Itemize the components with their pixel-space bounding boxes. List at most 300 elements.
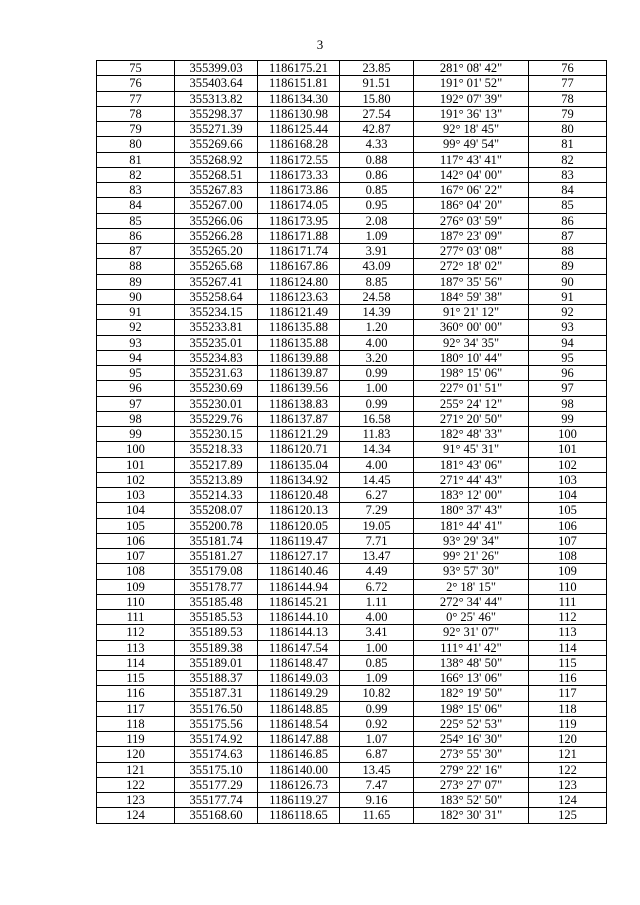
cell-next-point-number: 110: [529, 579, 607, 594]
table-row: [97, 213, 607, 228]
cell-coord-x: 355313.82: [175, 91, 258, 106]
cell-coord-x: 355234.83: [175, 350, 258, 365]
cell-coord-x: 355175.10: [175, 762, 258, 777]
cell-coord-y: 1186144.94: [258, 579, 340, 594]
cell-point-number: 87: [97, 244, 175, 259]
cell-distance: 3.91: [340, 244, 414, 259]
cell-coord-y: 1186135.88: [258, 320, 340, 335]
cell-next-point-number: 115: [529, 655, 607, 670]
table-row: [97, 793, 607, 808]
cell-coord-x: 355234.15: [175, 305, 258, 320]
cell-next-point-number: 122: [529, 762, 607, 777]
cell-point-number: 104: [97, 503, 175, 518]
cell-next-point-number: 86: [529, 213, 607, 228]
cell-next-point-number: 106: [529, 518, 607, 533]
table-row: [97, 488, 607, 503]
cell-distance: 6.72: [340, 579, 414, 594]
cell-next-point-number: 80: [529, 122, 607, 137]
cell-distance: 15.80: [340, 91, 414, 106]
cell-point-number: 101: [97, 457, 175, 472]
cell-point-number: 112: [97, 625, 175, 640]
cell-coord-x: 355230.15: [175, 427, 258, 442]
cell-next-point-number: 98: [529, 396, 607, 411]
cell-coord-y: 1186134.92: [258, 472, 340, 487]
table-row: [97, 122, 607, 137]
cell-coord-x: 355176.50: [175, 701, 258, 716]
cell-point-number: 95: [97, 366, 175, 381]
cell-distance: 1.09: [340, 228, 414, 243]
cell-coord-x: 355231.63: [175, 366, 258, 381]
cell-bearing: 138° 48' 50": [414, 655, 529, 670]
table-row: [97, 350, 607, 365]
cell-point-number: 98: [97, 411, 175, 426]
cell-coord-x: 355168.60: [175, 808, 258, 823]
table-row: [97, 244, 607, 259]
cell-next-point-number: 92: [529, 305, 607, 320]
cell-distance: 6.27: [340, 488, 414, 503]
cell-bearing: 276° 03' 59": [414, 213, 529, 228]
cell-bearing: 92° 31' 07": [414, 625, 529, 640]
cell-next-point-number: 99: [529, 411, 607, 426]
cell-distance: 7.47: [340, 777, 414, 792]
cell-coord-y: 1186120.13: [258, 503, 340, 518]
table-row: [97, 289, 607, 304]
cell-next-point-number: 100: [529, 427, 607, 442]
cell-coord-y: 1186175.21: [258, 61, 340, 76]
cell-bearing: 187° 35' 56": [414, 274, 529, 289]
cell-next-point-number: 113: [529, 625, 607, 640]
cell-bearing: 180° 10' 44": [414, 350, 529, 365]
cell-coord-x: 355208.07: [175, 503, 258, 518]
coordinates-table-body: [97, 61, 607, 824]
table-row: [97, 533, 607, 548]
cell-coord-x: 355189.01: [175, 655, 258, 670]
cell-coord-y: 1186120.48: [258, 488, 340, 503]
cell-coord-y: 1186168.28: [258, 137, 340, 152]
cell-coord-x: 355185.53: [175, 610, 258, 625]
table-row: [97, 411, 607, 426]
cell-next-point-number: 89: [529, 259, 607, 274]
cell-coord-y: 1186126.73: [258, 777, 340, 792]
cell-coord-y: 1186140.46: [258, 564, 340, 579]
cell-distance: 6.87: [340, 747, 414, 762]
table-row: [97, 518, 607, 533]
cell-distance: 7.29: [340, 503, 414, 518]
table-row: [97, 808, 607, 823]
table-row: [97, 76, 607, 91]
cell-next-point-number: 120: [529, 732, 607, 747]
table-row: [97, 320, 607, 335]
cell-next-point-number: 87: [529, 228, 607, 243]
cell-distance: 24.58: [340, 289, 414, 304]
cell-bearing: 182° 30' 31": [414, 808, 529, 823]
table-row: [97, 442, 607, 457]
cell-next-point-number: 78: [529, 91, 607, 106]
cell-next-point-number: 105: [529, 503, 607, 518]
cell-point-number: 117: [97, 701, 175, 716]
table-row: [97, 167, 607, 182]
cell-bearing: 92° 34' 35": [414, 335, 529, 350]
cell-distance: 0.99: [340, 396, 414, 411]
cell-coord-x: 355218.33: [175, 442, 258, 457]
table-row: [97, 747, 607, 762]
cell-bearing: 273° 27' 07": [414, 777, 529, 792]
cell-coord-y: 1186144.10: [258, 610, 340, 625]
cell-point-number: 105: [97, 518, 175, 533]
cell-distance: 13.45: [340, 762, 414, 777]
cell-bearing: 183° 52' 50": [414, 793, 529, 808]
cell-distance: 19.05: [340, 518, 414, 533]
cell-next-point-number: 112: [529, 610, 607, 625]
cell-distance: 0.95: [340, 198, 414, 213]
cell-distance: 4.00: [340, 335, 414, 350]
cell-coord-x: 355174.92: [175, 732, 258, 747]
table-row: [97, 457, 607, 472]
table-row: [97, 579, 607, 594]
cell-distance: 16.58: [340, 411, 414, 426]
cell-point-number: 122: [97, 777, 175, 792]
cell-next-point-number: 81: [529, 137, 607, 152]
cell-coord-x: 355266.06: [175, 213, 258, 228]
cell-coord-y: 1186151.81: [258, 76, 340, 91]
cell-bearing: 167° 06' 22": [414, 183, 529, 198]
table-row: [97, 137, 607, 152]
cell-coord-y: 1186120.05: [258, 518, 340, 533]
cell-coord-y: 1186148.47: [258, 655, 340, 670]
cell-coord-y: 1186147.88: [258, 732, 340, 747]
cell-bearing: 182° 48' 33": [414, 427, 529, 442]
cell-distance: 4.49: [340, 564, 414, 579]
cell-distance: 10.82: [340, 686, 414, 701]
cell-bearing: 99° 21' 26": [414, 549, 529, 564]
cell-coord-x: 355265.68: [175, 259, 258, 274]
cell-coord-x: 355188.37: [175, 671, 258, 686]
table-row: [97, 335, 607, 350]
cell-point-number: 94: [97, 350, 175, 365]
cell-coord-x: 355267.00: [175, 198, 258, 213]
cell-next-point-number: 119: [529, 716, 607, 731]
cell-bearing: 166° 13' 06": [414, 671, 529, 686]
cell-distance: 0.85: [340, 655, 414, 670]
cell-bearing: 271° 44' 43": [414, 472, 529, 487]
cell-point-number: 85: [97, 213, 175, 228]
cell-bearing: 91° 45' 31": [414, 442, 529, 457]
cell-distance: 0.99: [340, 701, 414, 716]
page-number: 3: [316, 37, 324, 52]
cell-coord-x: 355189.38: [175, 640, 258, 655]
cell-coord-y: 1186144.13: [258, 625, 340, 640]
cell-bearing: 198° 15' 06": [414, 701, 529, 716]
cell-distance: 14.34: [340, 442, 414, 457]
cell-coord-y: 1186167.86: [258, 259, 340, 274]
cell-coord-y: 1186123.63: [258, 289, 340, 304]
cell-bearing: 181° 44' 41": [414, 518, 529, 533]
cell-point-number: 77: [97, 91, 175, 106]
cell-distance: 1.20: [340, 320, 414, 335]
table-row: [97, 610, 607, 625]
table-row: [97, 549, 607, 564]
cell-bearing: 277° 03' 08": [414, 244, 529, 259]
cell-next-point-number: 123: [529, 777, 607, 792]
table-row: [97, 716, 607, 731]
cell-coord-y: 1186148.85: [258, 701, 340, 716]
cell-coord-y: 1186173.33: [258, 167, 340, 182]
cell-coord-x: 355187.31: [175, 686, 258, 701]
cell-bearing: 2° 18' 15": [414, 579, 529, 594]
cell-distance: 0.92: [340, 716, 414, 731]
cell-point-number: 80: [97, 137, 175, 152]
cell-coord-x: 355399.03: [175, 61, 258, 76]
cell-next-point-number: 108: [529, 549, 607, 564]
cell-coord-y: 1186120.71: [258, 442, 340, 457]
cell-coord-y: 1186119.27: [258, 793, 340, 808]
cell-next-point-number: 121: [529, 747, 607, 762]
cell-point-number: 96: [97, 381, 175, 396]
cell-coord-x: 355177.29: [175, 777, 258, 792]
cell-next-point-number: 79: [529, 106, 607, 121]
cell-coord-x: 355179.08: [175, 564, 258, 579]
table-row: [97, 655, 607, 670]
cell-coord-x: 355268.92: [175, 152, 258, 167]
cell-distance: 42.87: [340, 122, 414, 137]
cell-distance: 4.00: [340, 610, 414, 625]
cell-point-number: 88: [97, 259, 175, 274]
table-row: [97, 396, 607, 411]
cell-bearing: 99° 49' 54": [414, 137, 529, 152]
cell-point-number: 78: [97, 106, 175, 121]
cell-next-point-number: 93: [529, 320, 607, 335]
cell-coord-x: 355229.76: [175, 411, 258, 426]
cell-next-point-number: 77: [529, 76, 607, 91]
cell-distance: 0.86: [340, 167, 414, 182]
cell-coord-y: 1186173.95: [258, 213, 340, 228]
cell-distance: 8.85: [340, 274, 414, 289]
cell-distance: 4.00: [340, 457, 414, 472]
cell-distance: 0.85: [340, 183, 414, 198]
cell-coord-x: 355235.01: [175, 335, 258, 350]
cell-bearing: 281° 08' 42": [414, 61, 529, 76]
cell-coord-y: 1186147.54: [258, 640, 340, 655]
cell-distance: 11.83: [340, 427, 414, 442]
cell-distance: 1.07: [340, 732, 414, 747]
cell-coord-x: 355258.64: [175, 289, 258, 304]
cell-coord-y: 1186119.47: [258, 533, 340, 548]
cell-point-number: 116: [97, 686, 175, 701]
cell-next-point-number: 94: [529, 335, 607, 350]
table-row: [97, 228, 607, 243]
cell-bearing: 186° 04' 20": [414, 198, 529, 213]
cell-coord-y: 1186174.05: [258, 198, 340, 213]
cell-next-point-number: 104: [529, 488, 607, 503]
cell-bearing: 225° 52' 53": [414, 716, 529, 731]
cell-bearing: 93° 57' 30": [414, 564, 529, 579]
cell-coord-x: 355265.20: [175, 244, 258, 259]
cell-coord-x: 355266.28: [175, 228, 258, 243]
cell-coord-y: 1186149.29: [258, 686, 340, 701]
cell-distance: 27.54: [340, 106, 414, 121]
cell-distance: 0.99: [340, 366, 414, 381]
cell-bearing: 142° 04' 00": [414, 167, 529, 182]
cell-next-point-number: 125: [529, 808, 607, 823]
cell-coord-x: 355214.33: [175, 488, 258, 503]
cell-coord-y: 1186121.49: [258, 305, 340, 320]
cell-distance: 13.47: [340, 549, 414, 564]
cell-bearing: 360° 00' 00": [414, 320, 529, 335]
cell-next-point-number: 84: [529, 183, 607, 198]
cell-point-number: 120: [97, 747, 175, 762]
cell-next-point-number: 95: [529, 350, 607, 365]
cell-bearing: 198° 15' 06": [414, 366, 529, 381]
cell-bearing: 227° 01' 51": [414, 381, 529, 396]
cell-coord-x: 355267.83: [175, 183, 258, 198]
cell-point-number: 79: [97, 122, 175, 137]
cell-distance: 2.08: [340, 213, 414, 228]
cell-point-number: 106: [97, 533, 175, 548]
table-row: [97, 732, 607, 747]
table-row: [97, 686, 607, 701]
cell-distance: 7.71: [340, 533, 414, 548]
cell-bearing: 272° 18' 02": [414, 259, 529, 274]
table-row: [97, 472, 607, 487]
cell-next-point-number: 91: [529, 289, 607, 304]
cell-coord-y: 1186173.86: [258, 183, 340, 198]
table-row: [97, 777, 607, 792]
cell-bearing: 273° 55' 30": [414, 747, 529, 762]
cell-coord-y: 1186172.55: [258, 152, 340, 167]
cell-bearing: 191° 01' 52": [414, 76, 529, 91]
table-row: [97, 640, 607, 655]
cell-point-number: 108: [97, 564, 175, 579]
cell-coord-x: 355230.01: [175, 396, 258, 411]
cell-coord-y: 1186125.44: [258, 122, 340, 137]
cell-bearing: 182° 19' 50": [414, 686, 529, 701]
cell-coord-y: 1186137.87: [258, 411, 340, 426]
cell-next-point-number: 116: [529, 671, 607, 686]
cell-coord-y: 1186171.88: [258, 228, 340, 243]
table-row: [97, 701, 607, 716]
cell-bearing: 91° 21' 12": [414, 305, 529, 320]
cell-coord-x: 355178.77: [175, 579, 258, 594]
cell-coord-y: 1186171.74: [258, 244, 340, 259]
cell-coord-x: 355267.41: [175, 274, 258, 289]
table-row: [97, 366, 607, 381]
cell-coord-x: 355200.78: [175, 518, 258, 533]
table-row: [97, 381, 607, 396]
cell-next-point-number: 111: [529, 594, 607, 609]
cell-coord-y: 1186124.80: [258, 274, 340, 289]
cell-coord-x: 355174.63: [175, 747, 258, 762]
cell-next-point-number: 88: [529, 244, 607, 259]
cell-coord-x: 355271.39: [175, 122, 258, 137]
cell-next-point-number: 114: [529, 640, 607, 655]
cell-point-number: 76: [97, 76, 175, 91]
cell-next-point-number: 83: [529, 167, 607, 182]
table-row: [97, 625, 607, 640]
table-row: [97, 762, 607, 777]
cell-point-number: 97: [97, 396, 175, 411]
cell-next-point-number: 76: [529, 61, 607, 76]
cell-distance: 91.51: [340, 76, 414, 91]
cell-coord-y: 1186148.54: [258, 716, 340, 731]
table-row: [97, 671, 607, 686]
cell-coord-y: 1186118.65: [258, 808, 340, 823]
cell-point-number: 90: [97, 289, 175, 304]
table-row: [97, 259, 607, 274]
table-row: [97, 106, 607, 121]
table-row: [97, 564, 607, 579]
cell-point-number: 121: [97, 762, 175, 777]
cell-coord-x: 355403.64: [175, 76, 258, 91]
cell-bearing: 255° 24' 12": [414, 396, 529, 411]
cell-coord-y: 1186127.17: [258, 549, 340, 564]
cell-coord-y: 1186135.04: [258, 457, 340, 472]
cell-bearing: 191° 36' 13": [414, 106, 529, 121]
cell-coord-x: 355298.37: [175, 106, 258, 121]
cell-next-point-number: 117: [529, 686, 607, 701]
cell-point-number: 91: [97, 305, 175, 320]
cell-coord-y: 1186139.56: [258, 381, 340, 396]
cell-bearing: 184° 59' 38": [414, 289, 529, 304]
cell-distance: 1.00: [340, 381, 414, 396]
cell-coord-x: 355230.69: [175, 381, 258, 396]
cell-point-number: 111: [97, 610, 175, 625]
cell-next-point-number: 96: [529, 366, 607, 381]
cell-coord-x: 355177.74: [175, 793, 258, 808]
cell-point-number: 107: [97, 549, 175, 564]
cell-coord-x: 355185.48: [175, 594, 258, 609]
table-row: [97, 91, 607, 106]
cell-coord-y: 1186138.83: [258, 396, 340, 411]
cell-distance: 0.88: [340, 152, 414, 167]
cell-bearing: 254° 16' 30": [414, 732, 529, 747]
cell-point-number: 123: [97, 793, 175, 808]
cell-next-point-number: 124: [529, 793, 607, 808]
table-row: [97, 274, 607, 289]
cell-next-point-number: 85: [529, 198, 607, 213]
cell-coord-y: 1186139.87: [258, 366, 340, 381]
cell-point-number: 99: [97, 427, 175, 442]
cell-bearing: 93° 29' 34": [414, 533, 529, 548]
cell-coord-x: 355269.66: [175, 137, 258, 152]
cell-coord-x: 355217.89: [175, 457, 258, 472]
cell-distance: 43.09: [340, 259, 414, 274]
cell-distance: 1.00: [340, 640, 414, 655]
cell-coord-x: 355181.74: [175, 533, 258, 548]
cell-next-point-number: 102: [529, 457, 607, 472]
cell-point-number: 100: [97, 442, 175, 457]
cell-coord-x: 355268.51: [175, 167, 258, 182]
cell-coord-y: 1186130.98: [258, 106, 340, 121]
cell-bearing: 192° 07' 39": [414, 91, 529, 106]
cell-coord-y: 1186146.85: [258, 747, 340, 762]
cell-point-number: 119: [97, 732, 175, 747]
cell-point-number: 83: [97, 183, 175, 198]
table-row: [97, 305, 607, 320]
cell-distance: 1.09: [340, 671, 414, 686]
cell-point-number: 109: [97, 579, 175, 594]
cell-coord-x: 355181.27: [175, 549, 258, 564]
table-row: [97, 594, 607, 609]
cell-coord-x: 355189.53: [175, 625, 258, 640]
cell-next-point-number: 82: [529, 152, 607, 167]
table-row: [97, 183, 607, 198]
cell-point-number: 89: [97, 274, 175, 289]
cell-point-number: 118: [97, 716, 175, 731]
cell-point-number: 84: [97, 198, 175, 213]
cell-next-point-number: 97: [529, 381, 607, 396]
cell-distance: 3.20: [340, 350, 414, 365]
cell-next-point-number: 109: [529, 564, 607, 579]
